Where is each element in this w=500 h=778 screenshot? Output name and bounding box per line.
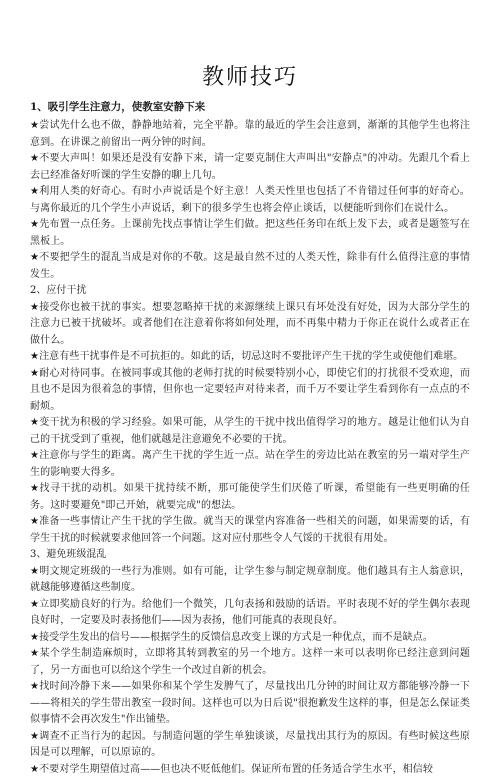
- paragraph: [30, 250, 470, 283]
- subheading-2: 2、应付干扰: [30, 283, 470, 300]
- star-bullet-icon: ★: [30, 764, 39, 775]
- paragraph-text: 准备一些事情让产生干扰的学生做。就当天的课堂内容准备一些相关的问题，如果需要的话，有学生干扰的时候就要求他回答一个问题。这对应付那些令人气馁的干扰很有用处。: [30, 516, 470, 544]
- paragraph-text: 找时间冷静下来——如果你和某个学生发脾气了，尽量找出几分钟的时间让双方都能够冷静一下——将相关的学生带出教室一段时间。这样也可以为日后说"很抱歉发生这样的事，但是怎么保证类似事情不会再次发生"作出铺垫。: [30, 681, 470, 725]
- paragraph: [30, 597, 470, 630]
- paragraph: [30, 646, 470, 679]
- paragraph: [30, 630, 470, 647]
- paragraph: [30, 349, 470, 366]
- star-bullet-icon: ★: [30, 153, 39, 164]
- paragraph-text: 接受你也被干扰的事实。想要忽略掉干扰的来源继续上课只有坏处没有好处，因为大部分学生的注意力已被干扰破坏。或者他们在注意着你将如何处理，而不再集中精力于你正在说什么或者正在做什么。: [30, 302, 470, 346]
- paragraph-text: 不要对学生期望值过高——但也决不贬低他们。保证所布置的任务适合学生水平，相信较: [39, 764, 433, 775]
- document-title: 教师技巧: [30, 60, 470, 91]
- paragraph: [30, 679, 470, 729]
- paragraph: [30, 300, 470, 350]
- document-page: [30, 60, 470, 778]
- section-2-body: [30, 300, 470, 548]
- paragraph-text: 变干扰为积极的学习经验。如果可能，从学生的干扰中找出值得学习的地方。越是让他们认为自己的干扰受到了重视，他们就越是注意避免不必要的干扰。: [30, 417, 470, 445]
- paragraph: [30, 118, 470, 151]
- star-bullet-icon: ★: [30, 516, 39, 527]
- star-bullet-icon: ★: [30, 351, 39, 362]
- paragraph: [30, 184, 470, 217]
- paragraph-text: 尝试先什么也不做，静静地站着，完全平静。靠的最近的学生会注意到，渐渐的其他学生也将注意到。在讲课之前留出一两分钟的时间。: [30, 120, 470, 148]
- star-bullet-icon: ★: [30, 450, 39, 461]
- star-bullet-icon: ★: [30, 648, 39, 659]
- star-bullet-icon: ★: [30, 566, 39, 577]
- paragraph-text: 注意有些干扰事件是不可抗拒的。如此的话，切忌这时不要批评产生干扰的学生或使他们难堪。: [39, 351, 463, 362]
- paragraph-text: 耐心对待同事。在被同事或其他的老师打扰的时候要特别小心，即使它们的打扰很不受欢迎，而且也不是因为很着急的事情，但你也一定要轻声对待来者，而千万不要让学生看到你有一点点的不耐烦。: [30, 368, 470, 412]
- paragraph: [30, 729, 470, 762]
- paragraph: [30, 481, 470, 514]
- paragraph: [30, 366, 470, 416]
- paragraph-text: 找寻干扰的动机。如果干扰持续不断，那可能使学生们厌倦了听课，希望能有一些更明确的任务。这时要避免"即己开始，就要完成"的想法。: [30, 483, 470, 511]
- star-bullet-icon: ★: [30, 368, 39, 379]
- star-bullet-icon: ★: [30, 186, 39, 197]
- paragraph: [30, 514, 470, 547]
- paragraph: [30, 564, 470, 597]
- paragraph-text: 先布置一点任务。上课前先找点事情让学生们做。把这些任务印在纸上发下去，或者是题签写在黑板上。: [30, 219, 470, 247]
- paragraph: [30, 415, 470, 448]
- paragraph-text: 不要大声叫！如果还是没有安静下来，请一定要克制住大声叫出"安静点"的冲动。先跟几个看上去已经准备好听课的学生安静的聊上几句。: [30, 153, 470, 181]
- star-bullet-icon: ★: [30, 417, 39, 428]
- paragraph: [30, 151, 470, 184]
- paragraph: [30, 217, 470, 250]
- star-bullet-icon: ★: [30, 120, 39, 131]
- paragraph-text: 调查不正当行为的起因。与制造问题的学生单独谈谈，尽量找出其行为的原因。有些时候这些原因是可以理解，可以原谅的。: [30, 731, 470, 759]
- paragraph-text: 利用人类的好奇心。有时小声说话是个好主意！人类天性里也包括了不肯错过任何事的好奇心。与离你最近的几个学生小声说话，剩下的很多学生也将会停止谈话，以便能听到你们在说什么。: [30, 186, 470, 214]
- paragraph-text: 立即奖励良好的行为。给他们一个微笑，几句表扬和鼓励的话语。平时表现不好的学生偶尔表现良好时，一定要及时表扬他们——因为表扬，他们可能真的表现良好。: [30, 599, 470, 627]
- star-bullet-icon: ★: [30, 681, 39, 692]
- section-1-body: [30, 118, 470, 283]
- paragraph-text: 某个学生制造麻烦时，立即将其转到教室的另一个地方。这样一来可以表明你已经注意到问题了，另一方面也可以给这个学生一个改过自新的机会。: [30, 648, 470, 676]
- paragraph: [30, 762, 470, 778]
- star-bullet-icon: ★: [30, 302, 39, 313]
- star-bullet-icon: ★: [30, 252, 39, 263]
- star-bullet-icon: ★: [30, 731, 39, 742]
- star-bullet-icon: ★: [30, 483, 39, 494]
- section-heading-1: 1、吸引学生注意力，使教室安静下来: [30, 99, 470, 116]
- paragraph-text: 不要把学生的混乱当成是对你的不敬。这是最自然不过的人类天性，除非有什么值得注意的事情发生。: [30, 252, 470, 280]
- star-bullet-icon: ★: [30, 599, 39, 610]
- star-bullet-icon: ★: [30, 219, 39, 230]
- paragraph-text: 明文规定班级的一些行为准则。如有可能，让学生参与制定规章制度。他们越具有主人翁意识，就越能够遵循这些制度。: [30, 566, 470, 594]
- section-3-body: [30, 564, 470, 778]
- paragraph: [30, 448, 470, 481]
- subheading-3: 3、避免班级混乱: [30, 547, 470, 564]
- star-bullet-icon: ★: [30, 632, 39, 643]
- paragraph-text: 接受学生发出的信号——根据学生的反馈信息改变上课的方式是一种优点，而不是缺点。: [39, 632, 433, 643]
- paragraph-text: 注意你与学生的距离。离产生干扰的学生近一点。站在学生的旁边比站在教室的另一端对学生产生的影响要大得多。: [30, 450, 470, 478]
